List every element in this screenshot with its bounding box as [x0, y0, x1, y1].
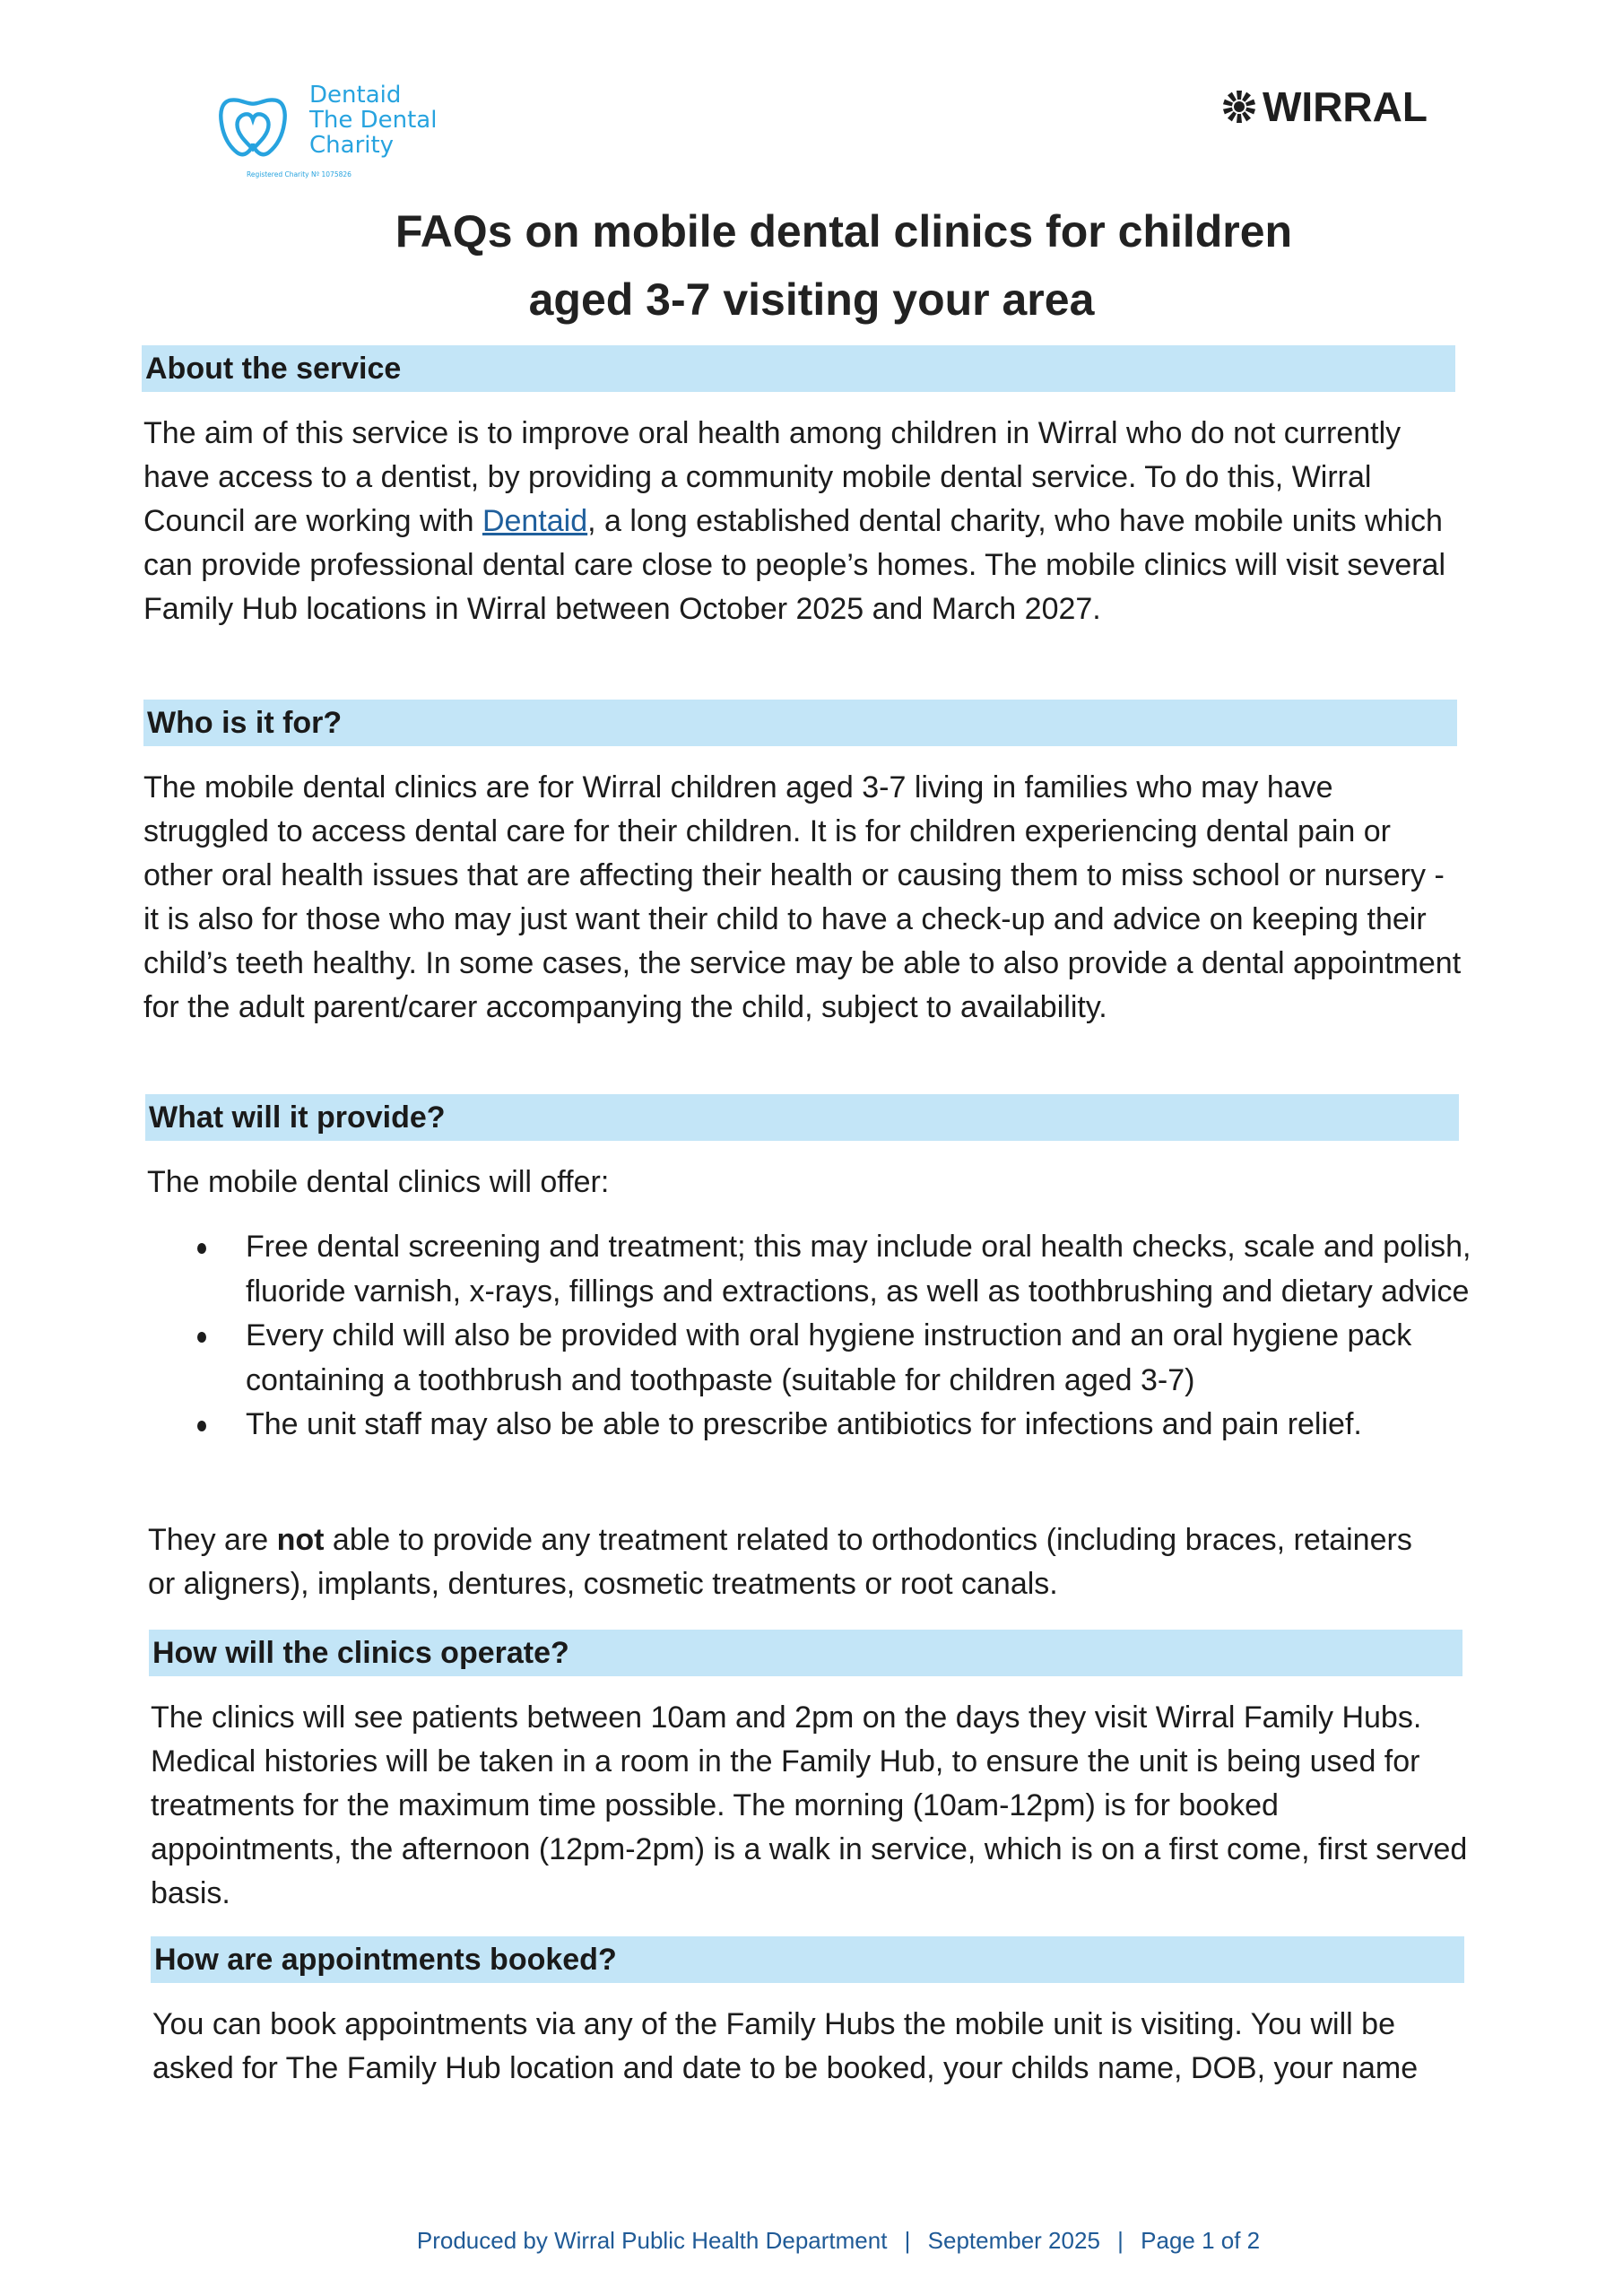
- section-heading-booking: How are appointments booked?: [151, 1936, 1464, 1983]
- dentaid-logo: [218, 83, 469, 181]
- bullet-icon: [197, 1332, 206, 1343]
- operate-paragraph: The clinics will see patients between 10am and 2pm on the days they visit Wirral Family Hubs. Medical histories will be taken in a room in the Family Hub, to ensure the unit is being used for treatments for the maximum time possible. The morning (10am-12pm) is for booked appointments, the afternoon (12pm-2pm) is a walk in service, which is on a first come, first served basis.: [151, 1700, 1468, 1910]
- bullet-icon: [197, 1421, 206, 1431]
- tooth-heart-icon: [218, 93, 288, 158]
- section-heading-who: Who is it for?: [143, 700, 1457, 746]
- title-line-1: FAQs on mobile dental clinics for children: [395, 206, 1293, 257]
- footer-producer: Produced by Wirral Public Health Department: [416, 2227, 888, 2254]
- wirral-sunburst-icon: [1221, 89, 1257, 125]
- bullet-icon: [197, 1243, 206, 1254]
- section-heading-about: About the service: [142, 345, 1455, 392]
- about-text-after-link: , a long established dental charity, who have mobile units which can provide professional dental care close to people’s homes. The mobile clinics will visit several Family Hub locations in Wirral between October 2025 and March 2027.: [143, 504, 1446, 626]
- section-heading-provide: What will it provide?: [145, 1094, 1459, 1141]
- bullet-text: The unit staff may also be able to prescribe antibiotics for infections and pain relief.: [246, 1407, 1362, 1441]
- about-paragraph: [143, 412, 1462, 631]
- note-text-after: able to provide any treatment related to orthodontics (including braces, retainers or aligners), implants, dentures, cosmetic treatments or root canals.: [148, 1523, 1412, 1601]
- dentaid-link[interactable]: Dentaid: [482, 504, 588, 538]
- provide-note: [148, 1518, 1439, 1606]
- list-item: [190, 1314, 1472, 1403]
- list-item: [190, 1225, 1472, 1314]
- page-title: [0, 197, 1623, 334]
- dentaid-name-line: The Dental: [309, 107, 438, 134]
- bullet-text: Every child will also be provided with oral hygiene instruction and an oral hygiene pack containing a toothbrush and toothpaste (suitable for children aged 3-7): [246, 1318, 1412, 1397]
- wirral-logo: [1221, 83, 1428, 130]
- dentaid-name: [309, 83, 437, 158]
- note-emphasis: not: [276, 1523, 325, 1557]
- charity-registration: Registered Charity Nº 1075826: [247, 170, 352, 178]
- dentaid-name-line: Charity: [309, 132, 395, 159]
- footer-separator: |: [904, 2227, 911, 2254]
- about-text-before-link: The aim of this service is to improve oral health among children in Wirral who do not currently have access to a dentist, by providing a community mobile dental service. To do this, Wirral Council are working with: [143, 416, 1402, 538]
- footer-separator: |: [1117, 2227, 1124, 2254]
- section-heading-operate: How will the clinics operate?: [149, 1630, 1462, 1676]
- provide-intro: The mobile dental clinics will offer:: [147, 1165, 610, 1199]
- title-line-2: aged 3-7 visiting your area: [528, 274, 1095, 325]
- dentaid-name-line: Dentaid: [309, 82, 402, 109]
- footer-date: September 2025: [927, 2227, 1100, 2254]
- page-footer: [0, 2227, 1623, 2255]
- booking-paragraph: You can book appointments via any of the Family Hubs the mobile unit is visiting. You will be asked for The Family Hub location and date to be booked, your childs name, DOB, your name: [152, 2007, 1419, 2085]
- footer-page-number: Page 1 of 2: [1141, 2227, 1261, 2254]
- who-paragraph: The mobile dental clinics are for Wirral children aged 3-7 living in families who may have struggled to access dental care for their children. It is for children experiencing dental pain or other oral health issues that are affecting their health or causing them to miss school or nursery - it is also for those who may just want their child to have a check-up and advice on keeping their child’s teeth healthy. In some cases, the service may be able to also provide a dental appointment for the adult parent/carer accompanying the child, subject to availability.: [143, 770, 1462, 1024]
- list-item: [190, 1403, 1472, 1448]
- wirral-wordmark: WIRRAL: [1263, 83, 1428, 130]
- bullet-text: Free dental screening and treatment; this may include oral health checks, scale and polish, fluoride varnish, x-rays, fillings and extractions, as well as toothbrushing and dietary advice: [246, 1230, 1471, 1309]
- note-text-before: They are: [148, 1523, 277, 1557]
- provide-bullet-list: [190, 1225, 1472, 1448]
